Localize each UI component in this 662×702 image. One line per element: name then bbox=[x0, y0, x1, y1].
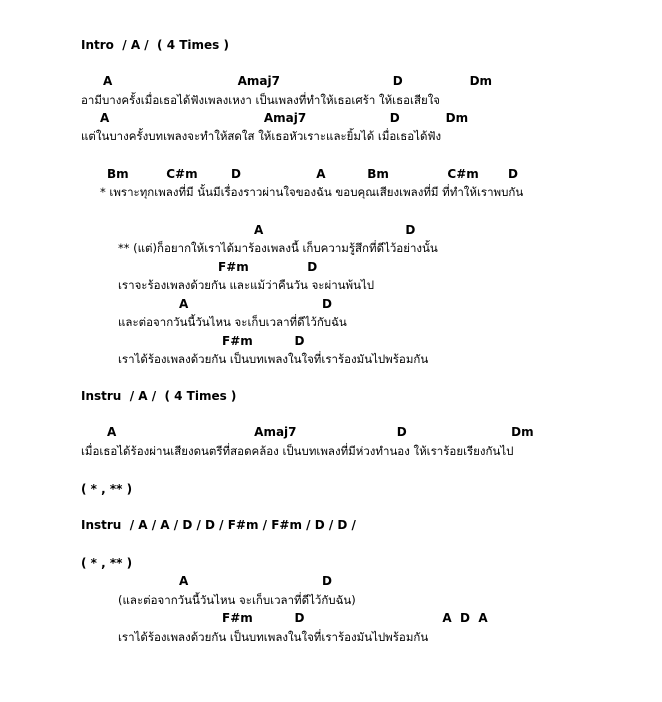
lyric-line-8: เมื่อเธอได้ร้องผ่านเสียงดนตรีที่สอดคล้อง เป็นบทเพลงที่มีห่วงทำนอง ให้เราร้อยเรียงกันไป bbox=[81, 444, 514, 458]
intro-heading: Intro / A / ( 4 Times ) bbox=[81, 38, 229, 52]
chord-line-2: A Amaj7 D Dm bbox=[100, 111, 469, 125]
repeat-marker-1: ( * , ** ) bbox=[81, 482, 133, 496]
lyric-line-10: เราได้ร้องเพลงด้วยกัน เป็นบทเพลงในใจที่เราร้องมันไปพร้อมกัน bbox=[118, 630, 429, 644]
lyric-line-1: อามีบางครั้งเมื่อเธอได้ฟังเพลงเหงา เป็นเพลงที่ทำให้เธอเศร้า ให้เธอเสียใจ bbox=[81, 93, 441, 107]
chord-line-7: F#m D bbox=[222, 334, 305, 348]
instru-heading-2: Instru / A / A / D / D / F#m / F#m / D / D / bbox=[81, 518, 356, 532]
lyric-line-5: เราจะร้องเพลงด้วยกัน และแม้ว่าคืนวัน จะผ่านพ้นไป bbox=[118, 278, 375, 292]
lyric-line-7: เราได้ร้องเพลงด้วยกัน เป็นบทเพลงในใจที่เราร้องมันไปพร้อมกัน bbox=[118, 352, 429, 366]
lyric-line-6: และต่อจากวันนี้วันไหน จะเก็บเวลาที่ดีไว้กับฉัน bbox=[118, 315, 347, 329]
chord-line-10: F#m D A D A bbox=[222, 611, 488, 625]
lyric-line-9: (และต่อจากวันนี้วันไหน จะเก็บเวลาที่ดีไว้กับฉัน) bbox=[118, 593, 356, 607]
instru-heading-1: Instru / A / ( 4 Times ) bbox=[81, 389, 237, 403]
lyric-line-4: ** (แต่)ก็อยากให้เราได้มาร้องเพลงนี้ เก็บความรู้สึกที่ดีไว้อย่างนั้น bbox=[118, 241, 438, 255]
lyric-line-2: แต่ในบางครั้งบทเพลงจะทำให้สดใส ให้เธอหัวเราะและยิ้มได้ เมื่อเธอได้ฟัง bbox=[81, 129, 442, 143]
chord-line-6: A D bbox=[179, 297, 332, 311]
lyric-line-3: * เพราะทุกเพลงที่มี นั้นมีเรื่องราวผ่านใจของฉัน ขอบคุณเสียงเพลงที่มี ที่ทำให้เราพบกัน bbox=[100, 185, 524, 199]
chord-line-9: A D bbox=[179, 574, 332, 588]
chord-line-4: A D bbox=[254, 223, 416, 237]
chord-line-8: A Amaj7 D Dm bbox=[107, 425, 534, 439]
repeat-marker-2: ( * , ** ) bbox=[81, 556, 133, 570]
chord-line-3: Bm C#m D A Bm C#m D bbox=[107, 167, 518, 181]
chord-line-5: F#m D bbox=[218, 260, 318, 274]
chord-line-1: A Amaj7 D Dm bbox=[103, 74, 493, 88]
